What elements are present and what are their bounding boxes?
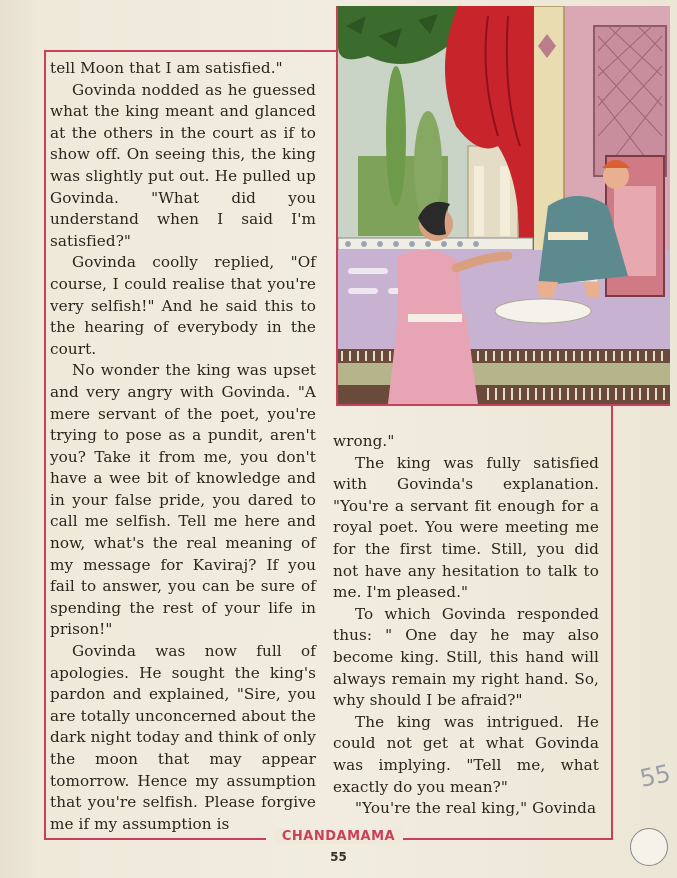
frame-top-line — [44, 50, 336, 52]
library-stamp-icon — [630, 828, 668, 866]
right-paragraph-4: The king was intrigued. He could not get at what Govinda was implying. "Tell me, what exactly do you mean?" — [333, 712, 599, 796]
frame-right-line — [611, 404, 613, 840]
left-paragraph-4: No wonder the king was upset and very angry with Govinda. "A mere servant of the poet, you're trying to pose as a pundit, aren't you? Take it from me, you don't have a wee bit of knowledge and in your false pride, you dared to call me selfish. Tell me here and now, what's the real meaning of my message for Kaviraj? If you fail to answer, you can be sure of spending the rest of your life in prison!" — [50, 361, 316, 639]
right-paragraph-2: The king was fully satisfied with Govinda's explanation. "You're a servant fit enough for a royal poet. You were meeting me for the first time. Still, you did not have any hesitation to talk to me. I'm pleased." — [333, 453, 599, 602]
left-paragraph-1: tell Moon that I am satisfied." — [50, 59, 283, 77]
right-paragraph-1: wrong." — [333, 432, 395, 450]
left-paragraph-5: Govinda was now full of apologies. He sought the king's pardon and explained, "Sire, you are totally unconcerned about the dark night today and think of only the moon that may appear tomorrow. Hence my assumption that you're selfish. Please forgive me if my assumption is — [50, 642, 316, 833]
story-illustration — [336, 6, 670, 406]
frame-left-line — [44, 50, 46, 840]
right-paragraph-3: To which Govinda responded thus: " One day he may also become king. Still, this hand will always remain my right hand. So, why should I be afraid?" — [333, 604, 599, 710]
magazine-name: CHANDAMAMA — [274, 829, 403, 844]
left-paragraph-2: Govinda nodded as he guessed what the king meant and glanced at the others in the court as if to show off. On seeing this, the king was slightly put out. He pulled up Govinda. "What did you understand when I said I'm satisfied?" — [50, 80, 316, 250]
left-paragraph-3: Govinda coolly replied, "Of course, I could realise that you're very selfish!" And he said this to the hearing of everybody in the court. — [50, 253, 316, 358]
right-paragraph-5: "You're the real king," Govinda — [355, 799, 597, 818]
magazine-footer-title — [0, 829, 677, 844]
page-number: 55 — [330, 850, 347, 864]
handwritten-note: 55 — [637, 759, 674, 793]
court-scene-image — [338, 6, 670, 404]
left-text-column — [50, 58, 316, 835]
right-text-column — [333, 431, 599, 820]
